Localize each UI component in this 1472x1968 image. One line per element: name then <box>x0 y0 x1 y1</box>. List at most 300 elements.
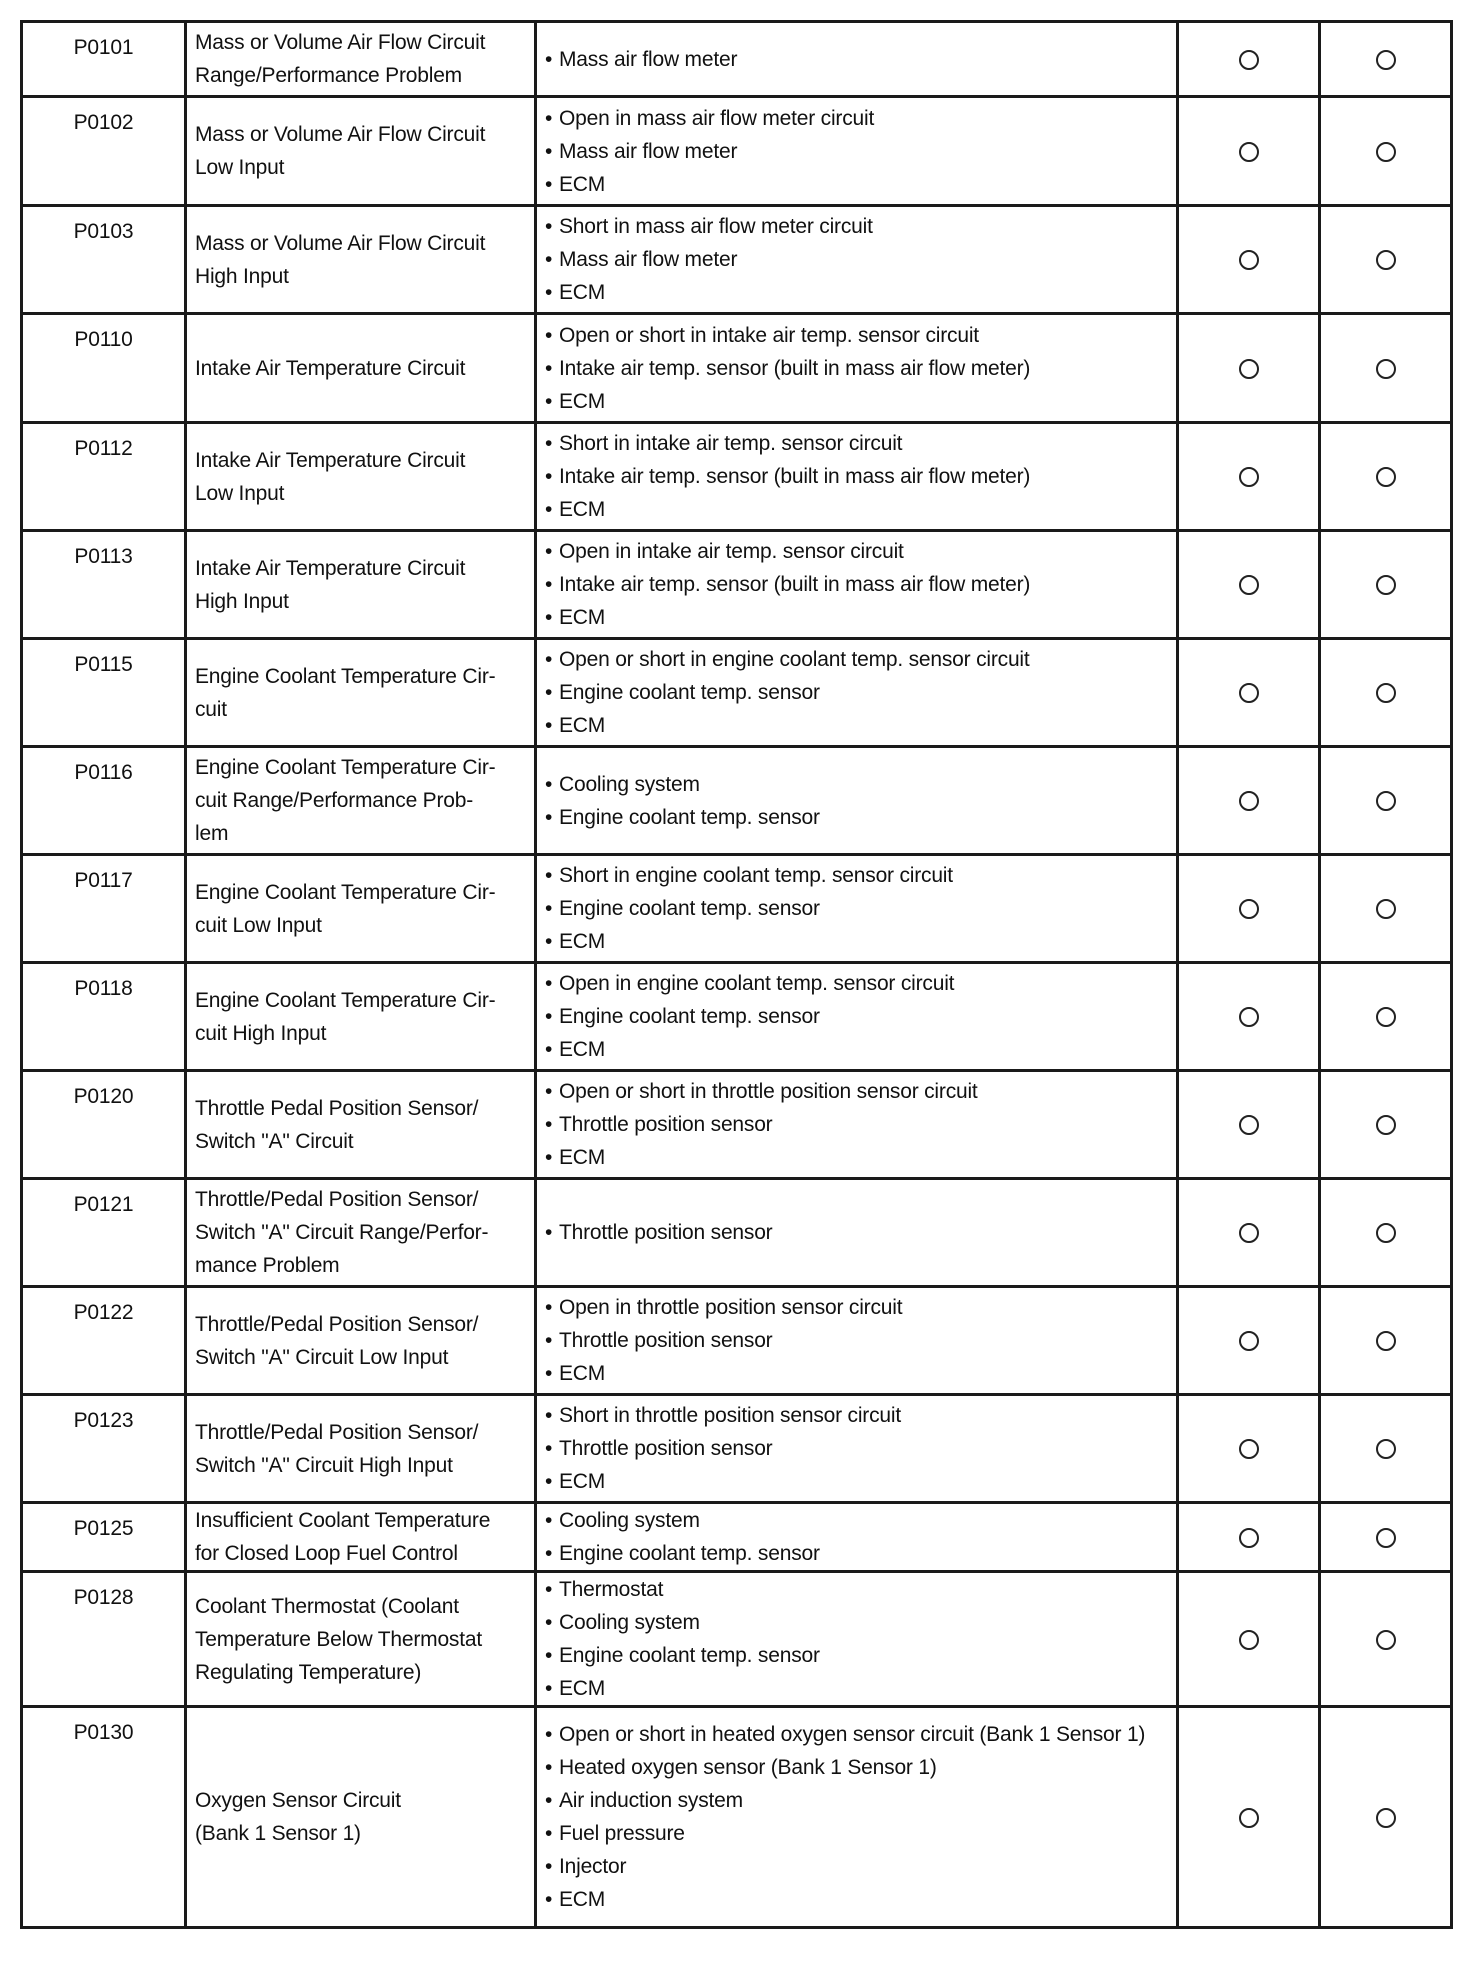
bullet-icon: • <box>545 215 553 238</box>
circle-mark-icon <box>1376 1439 1396 1459</box>
circle-mark-icon <box>1376 1007 1396 1027</box>
trouble-area-item <box>545 352 1168 385</box>
dtc-description-cell <box>186 1572 536 1707</box>
trouble-area-item <box>545 243 1168 276</box>
dtc-code-cell <box>22 314 186 423</box>
table-row <box>22 1395 1452 1503</box>
trouble-area-text: Engine coolant temp. sensor <box>559 1644 820 1667</box>
table-row <box>22 747 1452 855</box>
trouble-area-text: Open or short in intake air temp. sensor circuit <box>559 323 979 347</box>
dtc-description-line: for Closed Loop Fuel Control <box>195 1542 458 1565</box>
bullet-icon: • <box>545 323 553 347</box>
dtc-code: P0120 <box>73 1085 134 1108</box>
trouble-area-item <box>545 210 1168 243</box>
mark-cell-2 <box>1320 1572 1452 1707</box>
trouble-area-text: Engine coolant temp. sensor <box>559 1542 820 1565</box>
mark-cell-2 <box>1320 1395 1452 1503</box>
dtc-description-line: Coolant Thermostat (Coolant <box>195 1594 459 1618</box>
dtc-trouble-area-cell <box>536 1707 1178 1928</box>
trouble-area-text: Throttle position sensor <box>559 1329 773 1352</box>
mark-cell-1 <box>1178 639 1320 747</box>
bullet-icon: • <box>545 772 553 796</box>
trouble-area-item <box>545 676 1168 709</box>
trouble-area-text: ECM <box>559 1888 606 1911</box>
trouble-area-text: ECM <box>559 1038 606 1061</box>
dtc-description-cell <box>186 855 536 963</box>
bullet-icon: • <box>545 356 553 380</box>
dtc-description-cell <box>186 639 536 747</box>
trouble-area-item <box>545 1883 1168 1916</box>
dtc-code-cell <box>22 963 186 1071</box>
dtc-trouble-area-cell <box>536 206 1178 314</box>
trouble-area-text: ECM <box>559 1362 606 1385</box>
bullet-icon: • <box>545 1723 553 1746</box>
dtc-description-line: Switch "A" Circuit <box>195 1129 354 1153</box>
trouble-area-text: Cooling system <box>559 1611 700 1634</box>
mark-cell-2 <box>1320 1071 1452 1179</box>
table-row <box>22 1287 1452 1395</box>
trouble-area-text: Intake air temp. sensor (built in mass air flow meter) <box>559 356 1031 380</box>
dtc-description-line: Switch "A" Circuit Low Input <box>195 1345 449 1369</box>
dtc-code: P0118 <box>74 977 133 1000</box>
trouble-area-text: ECM <box>559 172 606 196</box>
dtc-code: P0125 <box>73 1517 134 1540</box>
circle-mark-icon <box>1376 250 1396 270</box>
dtc-description-line: Engine Coolant Temperature Cir- <box>195 756 496 779</box>
trouble-area-text: Throttle position sensor <box>559 1437 773 1460</box>
dtc-code: P0102 <box>73 111 134 134</box>
trouble-area-text: Throttle position sensor <box>559 1221 773 1244</box>
trouble-area-text: Short in engine coolant temp. sensor circuit <box>559 864 953 887</box>
trouble-area-text: ECM <box>559 281 606 304</box>
mark-cell-1 <box>1178 855 1320 963</box>
trouble-area-item <box>545 1000 1168 1033</box>
mark-cell-2 <box>1320 747 1452 855</box>
trouble-area-item <box>545 568 1168 601</box>
mark-cell-1 <box>1178 206 1320 314</box>
circle-mark-icon <box>1376 899 1396 919</box>
dtc-description-cell <box>186 1395 536 1503</box>
bullet-icon: • <box>545 540 553 563</box>
dtc-code: P0117 <box>74 869 133 892</box>
dtc-description-line: Engine Coolant Temperature Cir- <box>195 988 496 1012</box>
circle-mark-icon <box>1239 250 1259 270</box>
dtc-code-cell <box>22 855 186 963</box>
mark-cell-1 <box>1178 1395 1320 1503</box>
circle-mark-icon <box>1376 50 1396 70</box>
bullet-icon: • <box>545 1362 553 1385</box>
trouble-area-text: ECM <box>559 1146 606 1169</box>
trouble-area-text: Mass air flow meter <box>559 139 738 163</box>
mark-cell-2 <box>1320 1503 1452 1572</box>
mark-cell-1 <box>1178 1707 1320 1928</box>
bullet-icon: • <box>545 47 553 71</box>
bullet-icon: • <box>545 1038 553 1061</box>
dtc-trouble-area-cell <box>536 1572 1178 1707</box>
circle-mark-icon <box>1376 467 1396 487</box>
dtc-description-line: lem <box>195 822 229 845</box>
mark-cell-2 <box>1320 1707 1452 1928</box>
bullet-icon: • <box>545 1822 553 1845</box>
dtc-code: P0123 <box>73 1409 134 1432</box>
dtc-description-cell <box>186 1071 536 1179</box>
trouble-area-text: Mass air flow meter <box>559 47 738 71</box>
trouble-area-item <box>545 643 1168 676</box>
circle-mark-icon <box>1376 1808 1396 1828</box>
circle-mark-icon <box>1239 791 1259 811</box>
bullet-icon: • <box>545 930 553 953</box>
dtc-code-cell <box>22 1287 186 1395</box>
dtc-description-line: Low Input <box>195 156 285 179</box>
circle-mark-icon <box>1239 142 1259 162</box>
circle-mark-icon <box>1239 1331 1259 1351</box>
dtc-code-cell <box>22 1071 186 1179</box>
circle-mark-icon <box>1376 683 1396 703</box>
circle-mark-icon <box>1376 1331 1396 1351</box>
table-row <box>22 22 1452 97</box>
trouble-area-item <box>545 1357 1168 1390</box>
trouble-area-text: Engine coolant temp. sensor <box>559 897 820 920</box>
trouble-area-text: Cooling system <box>559 1509 700 1532</box>
dtc-code: P0113 <box>74 545 133 568</box>
bullet-icon: • <box>545 864 553 887</box>
trouble-area-text: Throttle position sensor <box>559 1113 773 1136</box>
dtc-description-line: Intake Air Temperature Circuit <box>195 448 466 472</box>
bullet-icon: • <box>545 1470 553 1493</box>
circle-mark-icon <box>1239 683 1259 703</box>
bullet-icon: • <box>545 1329 553 1352</box>
dtc-description-line: cuit Low Input <box>195 913 322 937</box>
dtc-description-line: Regulating Temperature) <box>195 1660 422 1684</box>
bullet-icon: • <box>545 172 553 196</box>
circle-mark-icon <box>1239 1630 1259 1650</box>
trouble-area-item <box>545 427 1168 460</box>
trouble-area-item <box>545 1751 1168 1784</box>
table-row <box>22 1179 1452 1287</box>
dtc-description-line: Mass or Volume Air Flow Circuit <box>195 31 486 54</box>
trouble-area-item <box>545 1606 1168 1639</box>
circle-mark-icon <box>1239 1223 1259 1243</box>
dtc-description-line: Range/Performance Problem <box>195 64 462 87</box>
dtc-description-cell <box>186 1707 536 1928</box>
trouble-area-item <box>545 1573 1168 1606</box>
mark-cell-1 <box>1178 747 1320 855</box>
dtc-description-cell <box>186 747 536 855</box>
dtc-code: P0110 <box>74 328 133 351</box>
trouble-area-text: Heated oxygen sensor (Bank 1 Sensor 1) <box>559 1756 937 1779</box>
circle-mark-icon <box>1239 1528 1259 1548</box>
circle-mark-icon <box>1239 1439 1259 1459</box>
trouble-area-text: ECM <box>559 1470 606 1493</box>
dtc-code: P0112 <box>74 437 133 460</box>
trouble-area-text: Open or short in throttle position sensor circuit <box>559 1080 978 1103</box>
circle-mark-icon <box>1239 1115 1259 1135</box>
dtc-description-line: Throttle/Pedal Position Sensor/ <box>195 1312 479 1336</box>
trouble-area-text: Intake air temp. sensor (built in mass air flow meter) <box>559 573 1031 596</box>
dtc-code-cell <box>22 1179 186 1287</box>
circle-mark-icon <box>1376 1115 1396 1135</box>
bullet-icon: • <box>545 281 553 304</box>
bullet-icon: • <box>545 1113 553 1136</box>
dtc-trouble-area-cell <box>536 1071 1178 1179</box>
mark-cell-2 <box>1320 531 1452 639</box>
dtc-description-line: Throttle/Pedal Position Sensor/ <box>195 1420 479 1444</box>
dtc-description-line: Intake Air Temperature Circuit <box>195 356 466 380</box>
trouble-area-text: Short in intake air temp. sensor circuit <box>559 432 903 455</box>
mark-cell-1 <box>1178 22 1320 97</box>
table-row <box>22 423 1452 531</box>
trouble-area-item <box>545 925 1168 958</box>
dtc-code-cell <box>22 1395 186 1503</box>
dtc-description-line: Engine Coolant Temperature Cir- <box>195 664 496 688</box>
mark-cell-1 <box>1178 423 1320 531</box>
bullet-icon: • <box>545 248 553 271</box>
trouble-area-text: ECM <box>559 930 606 953</box>
trouble-area-item <box>545 1504 1168 1537</box>
dtc-code-cell <box>22 639 186 747</box>
trouble-area-text: ECM <box>559 498 606 521</box>
dtc-code-cell <box>22 1572 186 1707</box>
table-row <box>22 531 1452 639</box>
bullet-icon: • <box>545 1296 553 1319</box>
trouble-area-item <box>545 1817 1168 1850</box>
bullet-icon: • <box>545 972 553 995</box>
mark-cell-2 <box>1320 22 1452 97</box>
trouble-area-text: Injector <box>559 1855 627 1878</box>
bullet-icon: • <box>545 1855 553 1878</box>
bullet-icon: • <box>545 1644 553 1667</box>
dtc-description-cell <box>186 1179 536 1287</box>
table-row <box>22 1572 1452 1707</box>
dtc-description-line: (Bank 1 Sensor 1) <box>195 1822 361 1845</box>
circle-mark-icon <box>1239 575 1259 595</box>
mark-cell-1 <box>1178 963 1320 1071</box>
circle-mark-icon <box>1376 359 1396 379</box>
dtc-code: P0121 <box>73 1193 134 1216</box>
table-row <box>22 314 1452 423</box>
trouble-area-text: Open in throttle position sensor circuit <box>559 1296 903 1319</box>
mark-cell-1 <box>1178 1071 1320 1179</box>
dtc-trouble-area-cell <box>536 531 1178 639</box>
bullet-icon: • <box>545 648 553 671</box>
circle-mark-icon <box>1239 899 1259 919</box>
dtc-code: P0122 <box>73 1301 134 1324</box>
trouble-area-item <box>545 102 1168 135</box>
mark-cell-2 <box>1320 314 1452 423</box>
dtc-table <box>20 20 1453 1929</box>
circle-mark-icon <box>1376 575 1396 595</box>
bullet-icon: • <box>545 1146 553 1169</box>
dtc-description-line: Low Input <box>195 481 285 505</box>
dtc-description-line: cuit <box>195 697 227 721</box>
trouble-area-item <box>545 1141 1168 1174</box>
trouble-area-item <box>545 601 1168 634</box>
trouble-area-text: Engine coolant temp. sensor <box>559 681 820 704</box>
bullet-icon: • <box>545 606 553 629</box>
dtc-trouble-area-cell <box>536 1503 1178 1572</box>
bullet-icon: • <box>545 389 553 413</box>
dtc-description-cell <box>186 423 536 531</box>
bullet-icon: • <box>545 1437 553 1460</box>
bullet-icon: • <box>545 573 553 596</box>
dtc-description-cell <box>186 531 536 639</box>
trouble-area-text: Mass air flow meter <box>559 248 738 271</box>
trouble-area-text: Intake air temp. sensor (built in mass air flow meter) <box>559 465 1031 488</box>
bullet-icon: • <box>545 1509 553 1532</box>
bullet-icon: • <box>545 1677 553 1700</box>
bullet-icon: • <box>545 139 553 163</box>
dtc-description-line: Switch "A" Circuit High Input <box>195 1453 453 1477</box>
dtc-description-line: High Input <box>195 264 289 288</box>
dtc-trouble-area-cell <box>536 22 1178 97</box>
trouble-area-text: Engine coolant temp. sensor <box>559 1005 820 1028</box>
mark-cell-2 <box>1320 1179 1452 1287</box>
trouble-area-item <box>545 1108 1168 1141</box>
bullet-icon: • <box>545 1005 553 1028</box>
dtc-trouble-area-cell <box>536 1395 1178 1503</box>
dtc-description-line: Engine Coolant Temperature Cir- <box>195 880 496 904</box>
trouble-area-item <box>545 1784 1168 1817</box>
trouble-area-text: Engine coolant temp. sensor <box>559 805 820 829</box>
dtc-description-cell <box>186 963 536 1071</box>
trouble-area-item <box>545 709 1168 742</box>
dtc-trouble-area-cell <box>536 1287 1178 1395</box>
bullet-icon: • <box>545 1080 553 1103</box>
bullet-icon: • <box>545 1888 553 1911</box>
bullet-icon: • <box>545 465 553 488</box>
trouble-area-item <box>545 460 1168 493</box>
circle-mark-icon <box>1376 1223 1396 1243</box>
trouble-area-item <box>545 276 1168 309</box>
circle-mark-icon <box>1239 467 1259 487</box>
dtc-description-line: Switch "A" Circuit Range/Perfor- <box>195 1221 489 1244</box>
table-row <box>22 855 1452 963</box>
mark-cell-1 <box>1178 97 1320 206</box>
dtc-trouble-area-cell <box>536 97 1178 206</box>
dtc-code-cell <box>22 423 186 531</box>
dtc-code-cell <box>22 1503 186 1572</box>
bullet-icon: • <box>545 714 553 737</box>
table-row <box>22 963 1452 1071</box>
dtc-description-line: Insufficient Coolant Temperature <box>195 1509 491 1532</box>
dtc-code: P0128 <box>73 1586 134 1609</box>
bullet-icon: • <box>545 1221 553 1244</box>
table-row <box>22 206 1452 314</box>
mark-cell-1 <box>1178 1503 1320 1572</box>
dtc-description-line: Oxygen Sensor Circuit <box>195 1789 401 1812</box>
dtc-code-cell <box>22 206 186 314</box>
bullet-icon: • <box>545 681 553 704</box>
mark-cell-2 <box>1320 963 1452 1071</box>
mark-cell-2 <box>1320 97 1452 206</box>
trouble-area-text: Open in intake air temp. sensor circuit <box>559 540 904 563</box>
trouble-area-item <box>545 1639 1168 1672</box>
circle-mark-icon <box>1376 791 1396 811</box>
dtc-description-line: cuit Range/Performance Prob- <box>195 789 474 812</box>
dtc-code-cell <box>22 1707 186 1928</box>
trouble-area-text: ECM <box>559 606 606 629</box>
trouble-area-text: Open in mass air flow meter circuit <box>559 106 875 130</box>
trouble-area-text: Air induction system <box>559 1789 743 1812</box>
dtc-description-cell <box>186 1503 536 1572</box>
dtc-code-cell <box>22 747 186 855</box>
trouble-area-item <box>545 1075 1168 1108</box>
dtc-code-cell <box>22 531 186 639</box>
trouble-area-item <box>545 892 1168 925</box>
dtc-trouble-area-cell <box>536 314 1178 423</box>
circle-mark-icon <box>1239 1808 1259 1828</box>
table-row <box>22 1071 1452 1179</box>
dtc-code: P0103 <box>73 220 134 243</box>
trouble-area-item <box>545 1033 1168 1066</box>
dtc-trouble-area-cell <box>536 855 1178 963</box>
trouble-area-item <box>545 168 1168 201</box>
bullet-icon: • <box>545 1611 553 1634</box>
trouble-area-item <box>545 1537 1168 1570</box>
trouble-area-item <box>545 801 1168 834</box>
dtc-description-line: cuit High Input <box>195 1021 327 1045</box>
mark-cell-1 <box>1178 314 1320 423</box>
dtc-trouble-area-cell <box>536 963 1178 1071</box>
trouble-area-item <box>545 967 1168 1000</box>
trouble-area-text: Open in engine coolant temp. sensor circuit <box>559 972 955 995</box>
table-row <box>22 639 1452 747</box>
table-row <box>22 97 1452 206</box>
trouble-area-text: ECM <box>559 389 606 413</box>
trouble-area-text: Fuel pressure <box>559 1822 685 1845</box>
trouble-area-item <box>545 859 1168 892</box>
mark-cell-1 <box>1178 531 1320 639</box>
bullet-icon: • <box>545 805 553 829</box>
dtc-code-cell <box>22 97 186 206</box>
dtc-description-cell <box>186 1287 536 1395</box>
bullet-icon: • <box>545 1404 553 1427</box>
bullet-icon: • <box>545 106 553 130</box>
mark-cell-2 <box>1320 639 1452 747</box>
dtc-code: P0115 <box>74 653 133 676</box>
mark-cell-2 <box>1320 855 1452 963</box>
trouble-area-text: Cooling system <box>559 772 700 796</box>
dtc-description-line: Mass or Volume Air Flow Circuit <box>195 231 486 255</box>
dtc-code: P0101 <box>73 36 134 59</box>
dtc-description-cell <box>186 314 536 423</box>
trouble-area-item <box>545 535 1168 568</box>
mark-cell-1 <box>1178 1572 1320 1707</box>
bullet-icon: • <box>545 897 553 920</box>
trouble-area-item <box>545 135 1168 168</box>
mark-cell-1 <box>1178 1179 1320 1287</box>
mark-cell-2 <box>1320 206 1452 314</box>
dtc-description-line: mance Problem <box>195 1254 340 1277</box>
bullet-icon: • <box>545 1789 553 1812</box>
trouble-area-text: ECM <box>559 1677 606 1700</box>
dtc-description-line: High Input <box>195 589 289 613</box>
circle-mark-icon <box>1376 142 1396 162</box>
trouble-area-text: Short in mass air flow meter circuit <box>559 215 873 238</box>
dtc-description-line: Temperature Below Thermostat <box>195 1627 482 1651</box>
dtc-description-line: Mass or Volume Air Flow Circuit <box>195 123 486 146</box>
dtc-code: P0116 <box>74 761 133 784</box>
dtc-trouble-area-cell <box>536 639 1178 747</box>
dtc-description-line: Throttle Pedal Position Sensor/ <box>195 1096 479 1120</box>
trouble-area-item <box>545 385 1168 418</box>
trouble-area-item <box>545 1850 1168 1883</box>
dtc-description-cell <box>186 22 536 97</box>
trouble-area-text: Short in throttle position sensor circuit <box>559 1404 901 1427</box>
dtc-code-cell <box>22 22 186 97</box>
trouble-area-item <box>545 319 1168 352</box>
trouble-area-item <box>545 768 1168 801</box>
